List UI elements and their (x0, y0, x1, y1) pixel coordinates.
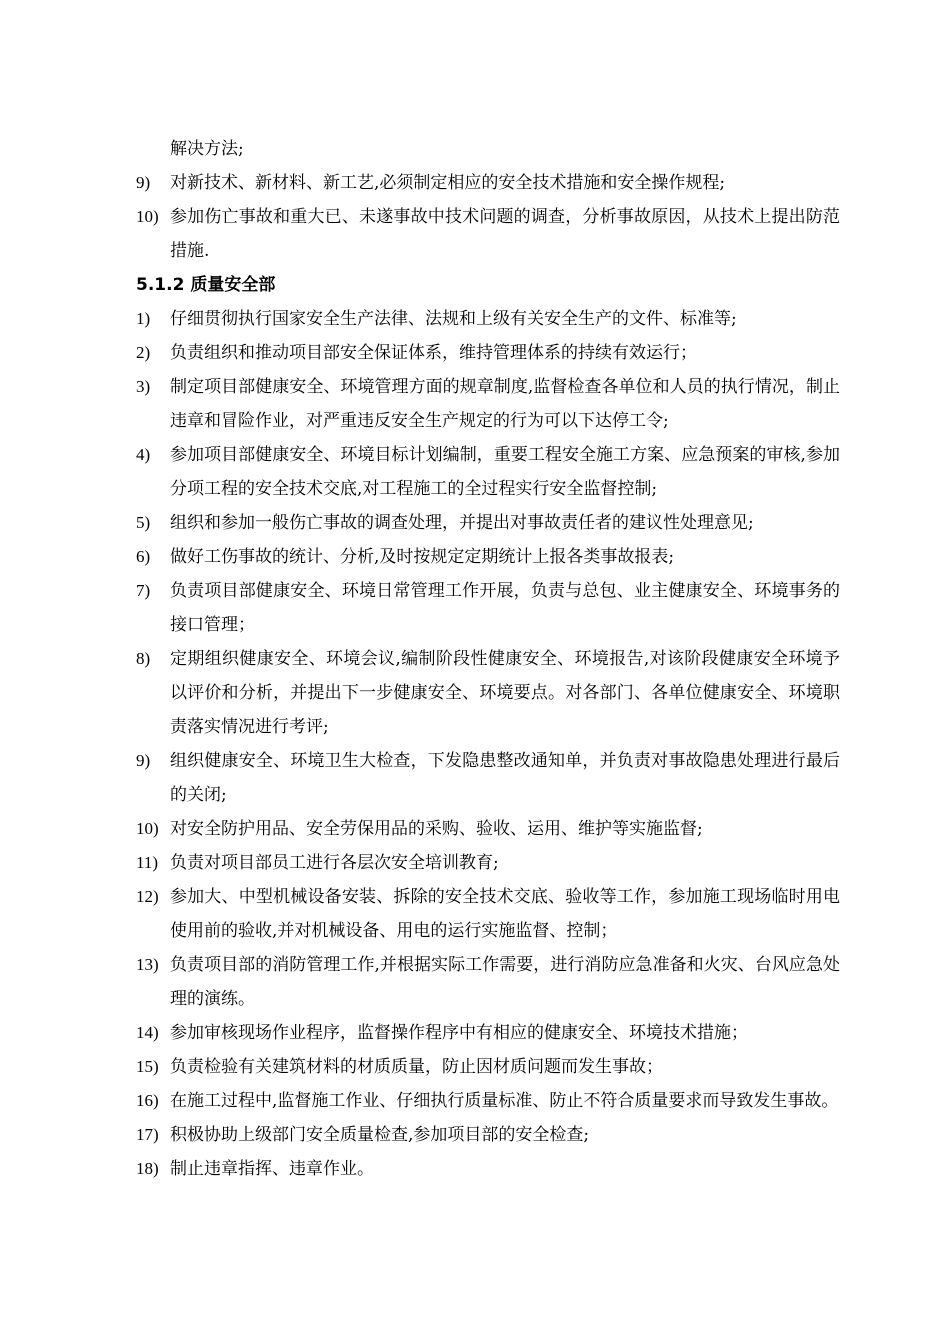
list-item-text: 负责检验有关建筑材料的材质质量，防止因材质问题而发生事故； (170, 1057, 663, 1077)
list-item-text: 负责对项目部员工进行各层次安全培训教育; (170, 853, 499, 873)
list-item-number: 17) (136, 1125, 159, 1144)
list-item-text: 对新技术、新材料、新工艺,必须制定相应的安全技术措施和安全操作规程; (170, 173, 726, 193)
list-item-text: 对安全防护用品、安全劳保用品的采购、验收、运用、维护等实施监督; (170, 819, 703, 839)
list-item-text: 制止违章指挥、违章作业。 (170, 1159, 374, 1179)
list-item-number: 13) (136, 955, 159, 974)
list-item (136, 1152, 840, 1186)
page-content (136, 132, 840, 1186)
list-item (136, 1050, 840, 1084)
list-item-text: 组织健康安全、环境卫生大检查，下发隐患整改通知单，并负责对事故隐患处理进行最后的关闭; (170, 751, 840, 805)
list-item (136, 846, 840, 880)
list-item-number: 6) (136, 547, 151, 566)
list-item-text: 做好工伤事故的统计、分析,及时按规定定期统计上报各类事故报表; (170, 547, 675, 567)
list-item (136, 642, 840, 744)
list-item-number: 2) (136, 343, 151, 362)
list-item-number: 4) (136, 445, 151, 464)
list-item-number: 16) (136, 1091, 159, 1110)
list-item-number: 18) (136, 1159, 159, 1178)
list-item (136, 302, 840, 336)
previous-section-list (136, 166, 840, 268)
list-item-number: 10) (136, 207, 159, 226)
list-item-number: 9) (136, 751, 151, 770)
list-item (136, 574, 840, 642)
list-item (136, 540, 840, 574)
list-item-text: 负责组织和推动项目部安全保证体系，维持管理体系的持续有效运行； (170, 343, 697, 363)
list-item (136, 370, 840, 438)
list-item-text: 参加伤亡事故和重大已、未遂事故中技术问题的调查，分析事故原因，从技术上提出防范措施. (170, 207, 840, 261)
list-item (136, 1118, 840, 1152)
continuation-line: 解决方法; (170, 139, 244, 159)
list-item (136, 812, 840, 846)
list-item-text: 定期组织健康安全、环境会议,编制阶段性健康安全、环境报告,对该阶段健康安全环境予以评价和分析，并提出下一步健康安全、环境要点。对各部门、各单位健康安全、环境职责落实情况进行考评; (170, 649, 840, 737)
list-item-text: 负责项目部的消防管理工作,并根据实际工作需要，进行消防应急准备和火灾、台风应急处理的演练。 (170, 955, 840, 1009)
list-item (136, 880, 840, 948)
list-item (136, 1084, 840, 1118)
list-item-text: 负责项目部健康安全、环境日常管理工作开展，负责与总包、业主健康安全、环境事务的接口管理； (170, 581, 840, 635)
list-item-number: 8) (136, 649, 151, 668)
list-item-text: 制定项目部健康安全、环境管理方面的规章制度,监督检查各单位和人员的执行情况，制止违章和冒险作业，对严重违反安全生产规定的行为可以下达停工令; (170, 377, 840, 431)
section-heading: 5.1.2 质量安全部 (136, 275, 276, 295)
list-item (136, 438, 840, 506)
list-item-text: 积极协助上级部门安全质量检查,参加项目部的安全检查; (170, 1125, 590, 1145)
list-item-text: 组织和参加一般伤亡事故的调查处理，并提出对事故责任者的建议性处理意见; (170, 513, 754, 533)
list-item-text: 参加项目部健康安全、环境目标计划编制，重要工程安全施工方案、应急预案的审核,参加分项工程的安全技术交底,对工程施工的全过程实行安全监督控制; (170, 445, 840, 499)
list-item (136, 948, 840, 1016)
list-item-number: 5) (136, 513, 151, 532)
list-item-number: 11) (136, 853, 159, 872)
list-item-number: 10) (136, 819, 159, 838)
list-item-text: 在施工过程中,监督施工作业、仔细执行质量标准、防止不符合质量要求而导致发生事故。 (170, 1091, 839, 1111)
list-item (136, 744, 840, 812)
list-item-number: 7) (136, 581, 151, 600)
quality-safety-duties-list (136, 302, 840, 1186)
list-item-number: 3) (136, 377, 151, 396)
list-item (136, 166, 840, 200)
list-item (136, 336, 840, 370)
list-item (136, 1016, 840, 1050)
list-item (136, 200, 840, 268)
list-item-number: 14) (136, 1023, 159, 1042)
list-item-text: 参加审核现场作业程序，监督操作程序中有相应的健康安全、环境技术措施； (170, 1023, 748, 1043)
list-item-number: 12) (136, 887, 159, 906)
list-item-text: 仔细贯彻执行国家安全生产法律、法规和上级有关安全生产的文件、标准等; (170, 309, 737, 329)
list-item-number: 15) (136, 1057, 159, 1076)
list-item-text: 参加大、中型机械设备安装、拆除的安全技术交底、验收等工作，参加施工现场临时用电使用前的验收,并对机械设备、用电的运行实施监督、控制； (170, 887, 840, 941)
list-item-number: 9) (136, 173, 151, 192)
list-item (136, 506, 840, 540)
list-item-number: 1) (136, 309, 151, 328)
